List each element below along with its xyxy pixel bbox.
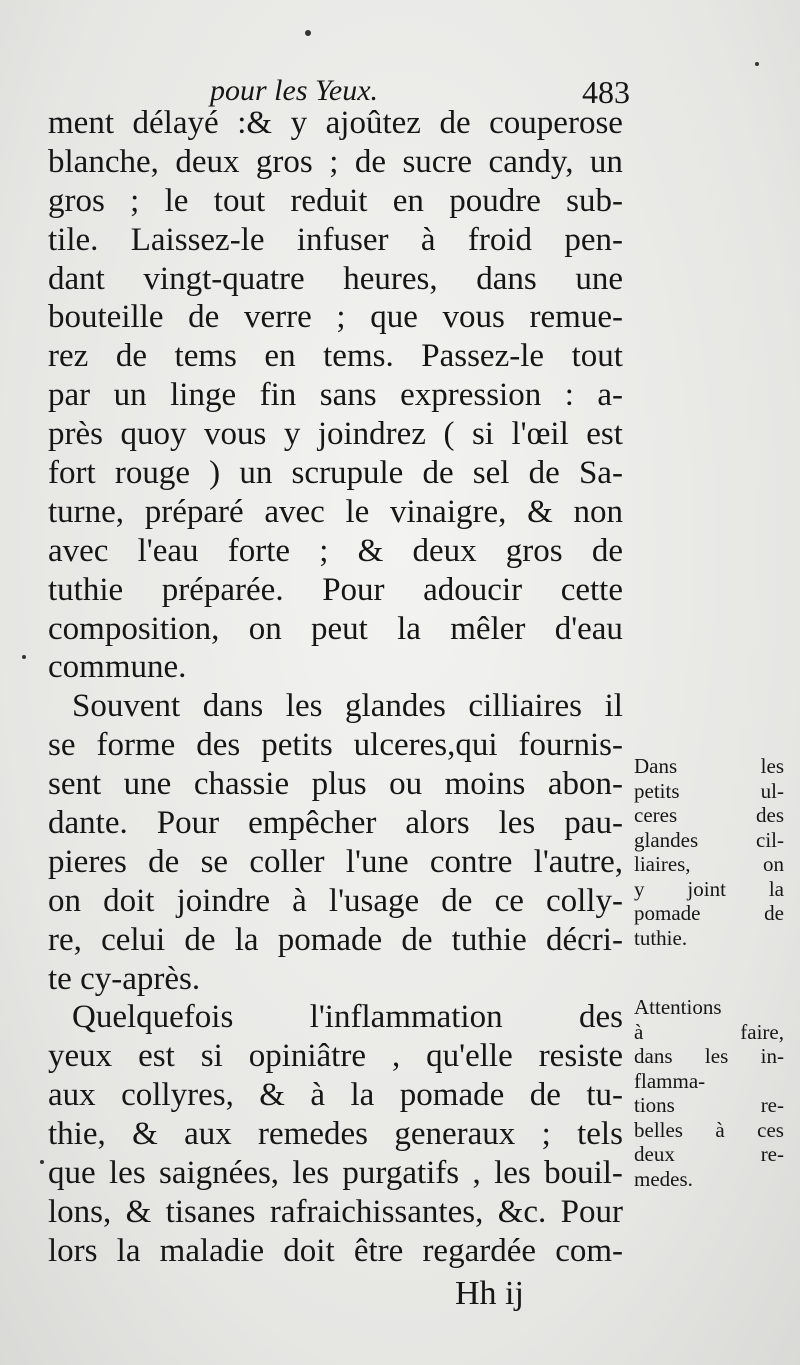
main-text-column [48, 104, 623, 1271]
margin-note-line: à faire, [634, 1019, 784, 1044]
text-line: lors la maladie doit être regardée com- [48, 1232, 623, 1269]
margin-note-line: pomade de [634, 901, 784, 925]
text-line: Quelquefois l'inflammation des [72, 999, 623, 1036]
text-line: par un linge fin sans expression : a- [48, 377, 623, 414]
text-line: que les saignées, les purgatifs , les bouil- [48, 1155, 623, 1192]
text-line: dante. Pour empêcher alors les pau- [48, 805, 623, 842]
margin-note-line: Dans les [634, 754, 784, 778]
margin-note-line: Attentions [634, 995, 722, 1019]
margin-note-line: belles à ces [634, 1117, 784, 1142]
text-line: commune. [48, 649, 187, 686]
text-line: te cy-après. [48, 960, 201, 997]
text-line: bouteille de verre ; que vous remue- [48, 299, 623, 336]
text-line: turne, préparé avec le vinaigre, & non [48, 493, 623, 530]
ink-speck [40, 1160, 44, 1164]
text-line: près quoy vous y joindrez ( si l'œil est [48, 416, 623, 453]
text-line: avec l'eau forte ; & deux gros de [48, 532, 623, 569]
margin-note-line: medes. [634, 1166, 693, 1191]
margin-note-line: dans les in- [634, 1044, 784, 1068]
margin-note-line: deux re- [634, 1142, 784, 1166]
text-line: on doit joindre à l'usage de ce colly- [48, 882, 623, 919]
ink-speck [755, 62, 759, 66]
text-line: dant vingt-quatre heures, dans une [48, 260, 623, 297]
text-line: se forme des petits ulceres,qui fournis- [48, 727, 623, 764]
text-line: blanche, deux gros ; de sucre candy, un [48, 143, 623, 180]
margin-note-line: tions re- [634, 1093, 784, 1117]
margin-note-line: glandes cil- [634, 827, 784, 852]
margin-note-line: liaires, on [634, 852, 784, 876]
text-line: fort rouge ) un scrupule de sel de Sa- [48, 455, 623, 492]
running-title: pour les Yeux. [210, 74, 379, 107]
margin-note-line: tuthie. [634, 925, 688, 950]
text-line: gros ; le tout reduit en poudre sub- [48, 182, 623, 219]
margin-note-line: petits ul- [634, 778, 784, 803]
ink-speck [22, 655, 26, 659]
margin-note-line: ceres des [634, 803, 784, 827]
margin-note-line: y joint la [634, 876, 784, 901]
text-line: tile. Laissez-le infuser à froid pen- [48, 221, 623, 258]
page-number: 483 [582, 74, 630, 110]
margin-note-inflammations [634, 995, 784, 1191]
text-line: lons, & tisanes rafraichissantes, &c. Pour [48, 1193, 623, 1230]
text-line: yeux est si opiniâtre , qu'elle resiste [48, 1038, 623, 1075]
text-line: re, celui de la pomade de tuthie décri- [48, 921, 623, 958]
margin-note-line: flamma- [634, 1068, 706, 1093]
text-line: thie, & aux remedes generaux ; tels [48, 1116, 623, 1153]
ink-speck [305, 30, 311, 36]
text-line: aux collyres, & à la pomade de tu- [48, 1077, 623, 1114]
margin-note-ulceres [634, 754, 784, 950]
text-line: Souvent dans les glandes cilliaires il [72, 688, 623, 725]
text-line: sent une chassie plus ou moins abon- [48, 766, 623, 803]
text-line: ment délayé :& y ajoûtez de couperose [48, 105, 623, 141]
text-line: pieres de se coller l'une contre l'autre, [48, 843, 623, 880]
text-line: composition, on peut la mêler d'eau [48, 610, 623, 647]
text-line: tuthie préparée. Pour adoucir cette [48, 571, 623, 608]
text-line: rez de tems en tems. Passez-le tout [48, 338, 623, 375]
signature-mark: Hh ij [455, 1275, 524, 1312]
